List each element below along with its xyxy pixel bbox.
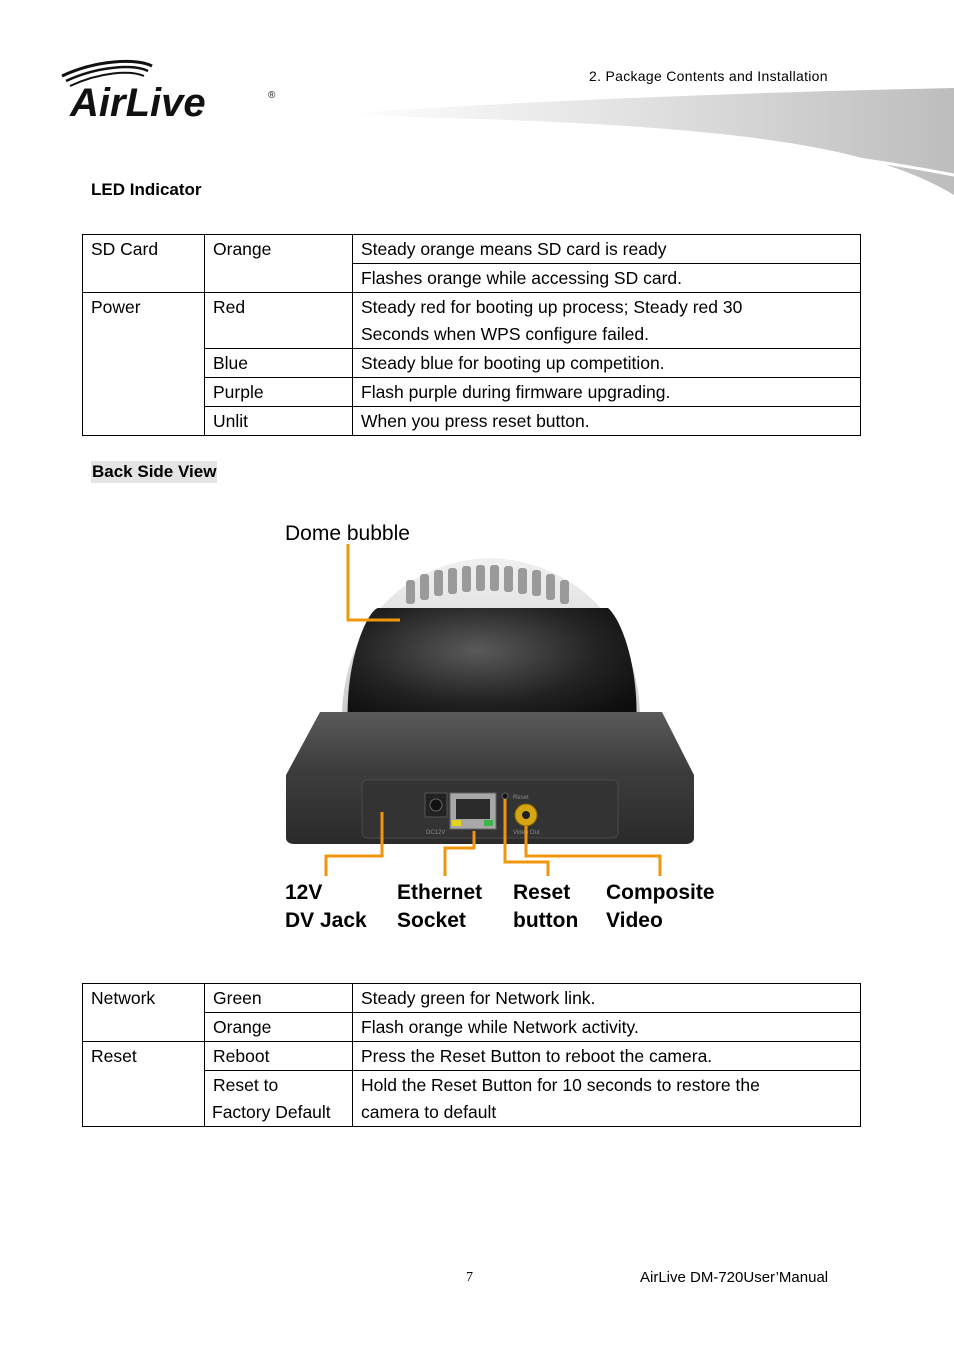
label-dome-bubble: Dome bubble <box>285 522 410 545</box>
table-cell: Green <box>205 984 353 1013</box>
label-socket: Socket <box>397 909 466 932</box>
table-cell: Steady orange means SD card is ready <box>353 235 861 264</box>
table-cell: When you press reset button. <box>353 407 861 436</box>
table-cell: Steady green for Network link. <box>353 984 861 1013</box>
panel-label-reset: Reset <box>513 795 529 801</box>
table-cell: Orange <box>205 1013 353 1042</box>
label-composite: Composite <box>606 881 715 904</box>
table-cell: Flash orange while Network activity. <box>353 1013 861 1042</box>
table-cell: Reset <box>83 1042 205 1127</box>
table-row <box>83 293 861 349</box>
table-cell: Purple <box>205 378 353 407</box>
reset-pinhole <box>502 793 508 799</box>
table-row <box>83 984 861 1013</box>
label-dv-jack: DV Jack <box>285 909 367 932</box>
label-button: button <box>513 909 579 932</box>
table-cell: Unlit <box>205 407 353 436</box>
table-row <box>83 1042 861 1071</box>
table-cell: Red <box>205 293 353 349</box>
table-cell: Power <box>83 293 205 436</box>
network-reset-table <box>82 983 861 1127</box>
table-cell: Orange <box>205 235 353 293</box>
table-cell: Press the Reset Button to reboot the camera. <box>353 1042 861 1071</box>
led-indicator-heading: LED Indicator <box>91 180 202 199</box>
table-cell <box>353 1071 861 1127</box>
camera-back-diagram <box>270 510 740 940</box>
table-cell: SD Card <box>83 235 205 293</box>
label-reset: Reset <box>513 881 571 904</box>
header-swoosh-decoration <box>340 80 954 195</box>
camera-base-top <box>286 712 694 775</box>
table-cell <box>353 293 861 349</box>
manual-title: AirLive DM-720User’Manual <box>640 1269 829 1286</box>
cell-line: Seconds when WPS configure failed. <box>361 324 649 344</box>
table-cell <box>205 1071 353 1127</box>
label-ethernet: Ethernet <box>397 881 483 904</box>
table-row <box>83 235 861 264</box>
table-cell: Reboot <box>205 1042 353 1071</box>
table-cell: Flashes orange while accessing SD card. <box>353 264 861 293</box>
ethernet-led-green <box>484 820 493 826</box>
panel-label-video: Video Out <box>513 830 540 836</box>
led-indicator-table <box>82 234 861 436</box>
table-cell: Network <box>83 984 205 1042</box>
table-cell: Flash purple during firmware upgrading. <box>353 378 861 407</box>
page-number: 7 <box>466 1270 473 1285</box>
cell-line: Steady red for booting up process; Steady red 30 <box>361 297 743 317</box>
logo-wordmark: AirLive <box>70 81 206 124</box>
back-side-view-heading: Back Side View <box>92 462 217 481</box>
cell-line: Reset to <box>213 1075 279 1095</box>
cell-line: Factory Default <box>212 1102 331 1122</box>
chapter-title: 2. Package Contents and Installation <box>589 68 828 84</box>
panel-label-dc: DC12V <box>426 830 446 836</box>
label-video: Video <box>606 909 663 932</box>
table-cell: Blue <box>205 349 353 378</box>
label-12v: 12V <box>285 881 323 904</box>
table-cell: Steady blue for booting up competition. <box>353 349 861 378</box>
dome-dark-shell <box>348 608 637 730</box>
svg-text:®: ® <box>268 90 276 101</box>
cell-line: Hold the Reset Button for 10 seconds to restore the <box>361 1075 760 1095</box>
airlive-logo <box>56 58 286 124</box>
cell-line: camera to default <box>361 1102 497 1122</box>
ethernet-led-orange <box>452 820 461 826</box>
